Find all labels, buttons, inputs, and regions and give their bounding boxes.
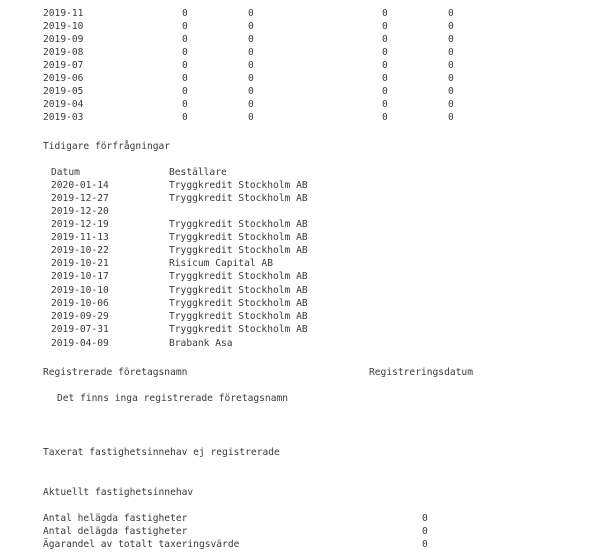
value-cell: 0 — [182, 21, 188, 32]
table-row — [0, 72, 600, 85]
orderer-cell: Tryggkredit Stockholm AB — [169, 324, 308, 335]
value-cell: 0 — [182, 99, 188, 110]
date-cell: 2019-09-29 — [51, 311, 109, 322]
orderer-cell: Tryggkredit Stockholm AB — [169, 245, 308, 256]
value-cell: 0 — [382, 86, 388, 97]
orderer-cell: Risicum Capital AB — [169, 258, 273, 269]
value-cell: 0 — [248, 34, 254, 45]
value-cell: 0 — [448, 47, 454, 58]
orderer-cell: Tryggkredit Stockholm AB — [169, 219, 308, 230]
value-cell: 0 — [182, 34, 188, 45]
month-cell: 2019-08 — [43, 47, 84, 58]
value-cell: 0 — [382, 99, 388, 110]
property-label: Ägarandel av totalt taxeringsvärde — [43, 539, 240, 550]
table-row — [0, 323, 600, 336]
value-cell: 0 — [248, 99, 254, 110]
date-cell: 2019-10-10 — [51, 285, 109, 296]
value-cell: 0 — [182, 47, 188, 58]
month-cell: 2019-04 — [43, 99, 84, 110]
date-cell: 2019-04-09 — [51, 338, 109, 349]
property-row — [0, 525, 600, 538]
table-row — [0, 111, 600, 124]
table-row — [0, 20, 600, 33]
value-cell: 0 — [448, 8, 454, 19]
property-row — [0, 512, 600, 525]
value-cell: 0 — [248, 60, 254, 71]
empty-message: Det finns inga registrerade företagsnamn — [57, 393, 289, 404]
value-cell: 0 — [448, 99, 454, 110]
section-heading: Taxerat fastighetsinnehav ej registrerade — [43, 447, 280, 458]
table-row — [0, 218, 600, 231]
month-cell: 2019-06 — [43, 73, 84, 84]
property-label: Antal delägda fastigheter — [43, 526, 188, 537]
value-cell: 0 — [382, 73, 388, 84]
date-cell: 2020-01-14 — [51, 180, 109, 191]
table-row — [0, 231, 600, 244]
orderer-cell: Tryggkredit Stockholm AB — [169, 232, 308, 243]
value-cell: 0 — [182, 8, 188, 19]
column-header-date: Datum — [51, 167, 80, 178]
value-cell: 0 — [182, 86, 188, 97]
table-row — [0, 179, 600, 192]
orderer-cell: Tryggkredit Stockholm AB — [169, 271, 308, 282]
orderer-cell: Tryggkredit Stockholm AB — [169, 298, 308, 309]
table-row — [0, 192, 600, 205]
table-row — [0, 46, 600, 59]
value-cell: 0 — [448, 21, 454, 32]
value-cell: 0 — [182, 112, 188, 123]
value-cell: 0 — [248, 86, 254, 97]
month-cell: 2019-11 — [43, 8, 84, 19]
table-row — [0, 59, 600, 72]
orderer-cell: Brabank Asa — [169, 338, 233, 349]
section-heading: Aktuellt fastighetsinnehav — [43, 487, 194, 498]
orderer-cell: Tryggkredit Stockholm AB — [169, 285, 308, 296]
table-row — [0, 33, 600, 46]
date-cell: 2019-12-27 — [51, 193, 109, 204]
value-cell: 0 — [448, 60, 454, 71]
value-cell: 0 — [182, 73, 188, 84]
value-cell: 0 — [448, 112, 454, 123]
table-row — [0, 270, 600, 283]
value-cell: 0 — [448, 34, 454, 45]
date-cell: 2019-12-19 — [51, 219, 109, 230]
table-row — [0, 284, 600, 297]
table-row — [0, 297, 600, 310]
date-cell: 2019-10-21 — [51, 258, 109, 269]
value-cell: 0 — [182, 60, 188, 71]
section-heading: Tidigare förfrågningar — [43, 141, 171, 152]
value-cell: 0 — [248, 73, 254, 84]
property-row — [0, 538, 600, 551]
table-row — [0, 337, 600, 350]
table-row — [0, 205, 600, 218]
month-cell: 2019-09 — [43, 34, 84, 45]
value-cell: 0 — [382, 60, 388, 71]
property-value: 0 — [422, 513, 428, 524]
table-row — [0, 85, 600, 98]
value-cell: 0 — [382, 112, 388, 123]
value-cell: 0 — [448, 73, 454, 84]
value-cell: 0 — [248, 47, 254, 58]
month-cell: 2019-05 — [43, 86, 84, 97]
property-label: Antal helägda fastigheter — [43, 513, 188, 524]
value-cell: 0 — [382, 47, 388, 58]
date-cell: 2019-10-17 — [51, 271, 109, 282]
orderer-cell: Tryggkredit Stockholm AB — [169, 311, 308, 322]
value-cell: 0 — [382, 21, 388, 32]
month-cell: 2019-03 — [43, 112, 84, 123]
value-cell: 0 — [248, 21, 254, 32]
date-cell: 2019-07-31 — [51, 324, 109, 335]
section-heading: Registrerade företagsnamn — [43, 367, 188, 378]
date-cell: 2019-12-20 — [51, 206, 109, 217]
month-cell: 2019-10 — [43, 21, 84, 32]
month-cell: 2019-07 — [43, 60, 84, 71]
date-cell: 2019-10-22 — [51, 245, 109, 256]
orderer-cell: Tryggkredit Stockholm AB — [169, 180, 308, 191]
date-cell: 2019-10-06 — [51, 298, 109, 309]
value-cell: 0 — [382, 8, 388, 19]
value-cell: 0 — [248, 112, 254, 123]
date-cell: 2019-11-13 — [51, 232, 109, 243]
table-row — [0, 244, 600, 257]
property-value: 0 — [422, 539, 428, 550]
value-cell: 0 — [448, 86, 454, 97]
table-row — [0, 98, 600, 111]
table-row — [0, 7, 600, 20]
value-cell: 0 — [248, 8, 254, 19]
column-header-orderer: Beställare — [169, 167, 227, 178]
orderer-cell: Tryggkredit Stockholm AB — [169, 193, 308, 204]
table-row — [0, 257, 600, 270]
column-header-registration-date: Registreringsdatum — [369, 367, 473, 378]
value-cell: 0 — [382, 34, 388, 45]
table-row — [0, 310, 600, 323]
property-value: 0 — [422, 526, 428, 537]
